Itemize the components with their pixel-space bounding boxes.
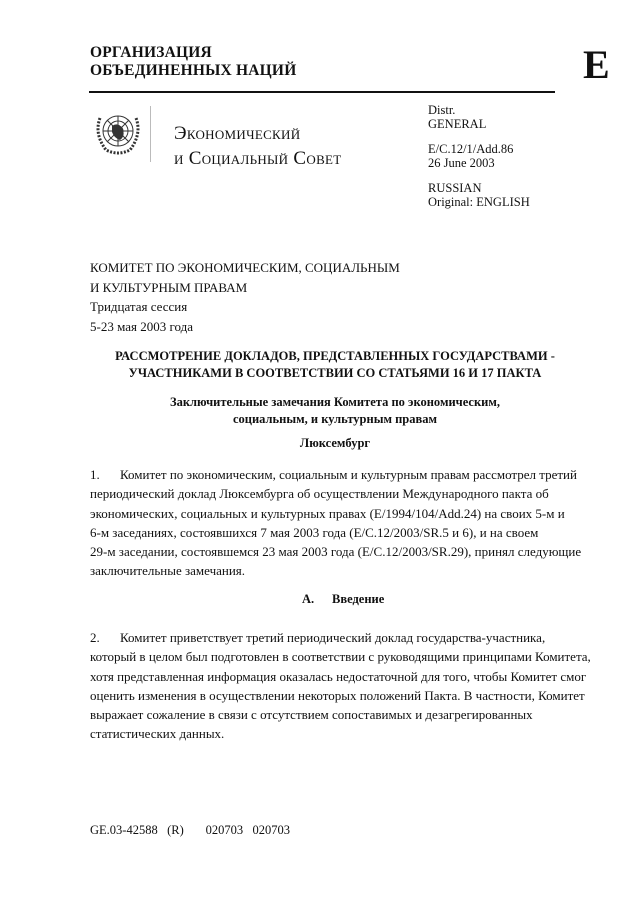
country-heading: Люксембург <box>299 436 371 450</box>
organization-name <box>90 44 296 80</box>
paragraph-line: статистических данных. <box>90 726 225 742</box>
document-title <box>90 348 580 382</box>
paragraph-line: экономических, социальных и культурных правах (E/1994/104/Add.24) на своих 5-м и <box>90 505 565 521</box>
paragraph-number: 1. <box>90 467 100 482</box>
subtitle-line: Заключительные замечания Комитета по экономическим, <box>169 395 501 409</box>
paragraph-1 <box>90 465 582 581</box>
header-rule <box>89 91 555 93</box>
paragraph-number: 2. <box>90 630 100 645</box>
subtitle-line: социальным, и культурным правам <box>232 412 438 426</box>
title-line: УЧАСТНИКАМИ В СООТВЕТСТВИИ СО СТАТЬЯМИ 16 И 17 ПАКТА <box>128 366 542 380</box>
distribution: GENERAL <box>428 117 487 131</box>
committee-line: И КУЛЬТУРНЫМ ПРАВАМ <box>90 279 248 295</box>
footer-stamp: 020703 <box>252 823 290 837</box>
session-dates: 5-23 мая 2003 года <box>90 318 193 334</box>
footer-stamp: 020703 <box>205 823 244 837</box>
session: Тридцатая сессия <box>90 299 188 314</box>
paragraph-line: периодический доклад Люксембурга об осуществлении Международного пакта об <box>90 486 549 502</box>
committee-block <box>90 258 400 336</box>
document-language: RUSSIAN <box>428 181 482 195</box>
paragraph-line: который в целом был подготовлен в соответствии с руководящими принципами Комитета, <box>90 649 591 665</box>
paragraph-2 <box>90 628 591 744</box>
distr-label: Distr. <box>428 103 456 117</box>
committee-line: КОМИТЕТ ПО ЭКОНОМИЧЕСКИМ, СОЦИАЛЬНЫМ <box>90 260 400 275</box>
paragraph-line: 29-м заседании, состоявшемся 23 мая 2003 года (E/C.12/2003/SR.29), принял следующие <box>90 544 582 560</box>
header-divider <box>150 106 151 162</box>
paragraph-line: 6-м заседаниях, состоявшихся 7 мая 2003 года (E/C.12/2003/SR.5 и 6), и на своем <box>90 524 539 540</box>
footer-lang: (R) <box>167 823 184 837</box>
org-line: ОРГАНИЗАЦИЯ <box>90 44 212 61</box>
original-language: Original: ENGLISH <box>428 195 530 209</box>
section-a-heading <box>302 592 384 607</box>
language-letter: E <box>583 42 610 87</box>
paragraph-line: выражает сожаление в связи с отсутствием сопоставимых и дезагрегированных <box>90 707 533 723</box>
section-title: Введение <box>332 592 385 606</box>
document-symbol: E/C.12/1/Add.86 <box>428 142 514 156</box>
paragraph-line: Комитет приветствует третий периодический доклад государства-участника, <box>120 630 546 645</box>
paragraph-line: оценить изменения в осуществлении некоторых положений Пакта. В частности, Комитет <box>90 687 585 703</box>
paragraph-line: хотя представленная информация оказалась недостаточной для того, чтобы Комитет смог <box>90 668 587 684</box>
council-line: Экономический <box>174 123 301 144</box>
document-subtitle <box>90 394 580 428</box>
paragraph-line: Комитет по экономическим, социальным и культурным правам рассмотрел третий <box>120 467 577 482</box>
footer <box>90 823 290 838</box>
paragraph-line: заключительные замечания. <box>90 563 246 579</box>
footer-code: GE.03-42588 <box>90 823 158 837</box>
document-date: 26 June 2003 <box>428 156 495 170</box>
council-line: и Социальный Совет <box>174 148 342 169</box>
org-line: ОБЪЕДИНЕННЫХ НАЦИЙ <box>90 62 297 79</box>
section-letter: A. <box>302 592 315 606</box>
council-name <box>174 121 342 171</box>
title-line: РАССМОТРЕНИЕ ДОКЛАДОВ, ПРЕДСТАВЛЕННЫХ ГОСУДАРСТВАМИ - <box>115 349 555 363</box>
un-emblem-icon <box>92 106 144 158</box>
document-metadata <box>428 103 530 209</box>
